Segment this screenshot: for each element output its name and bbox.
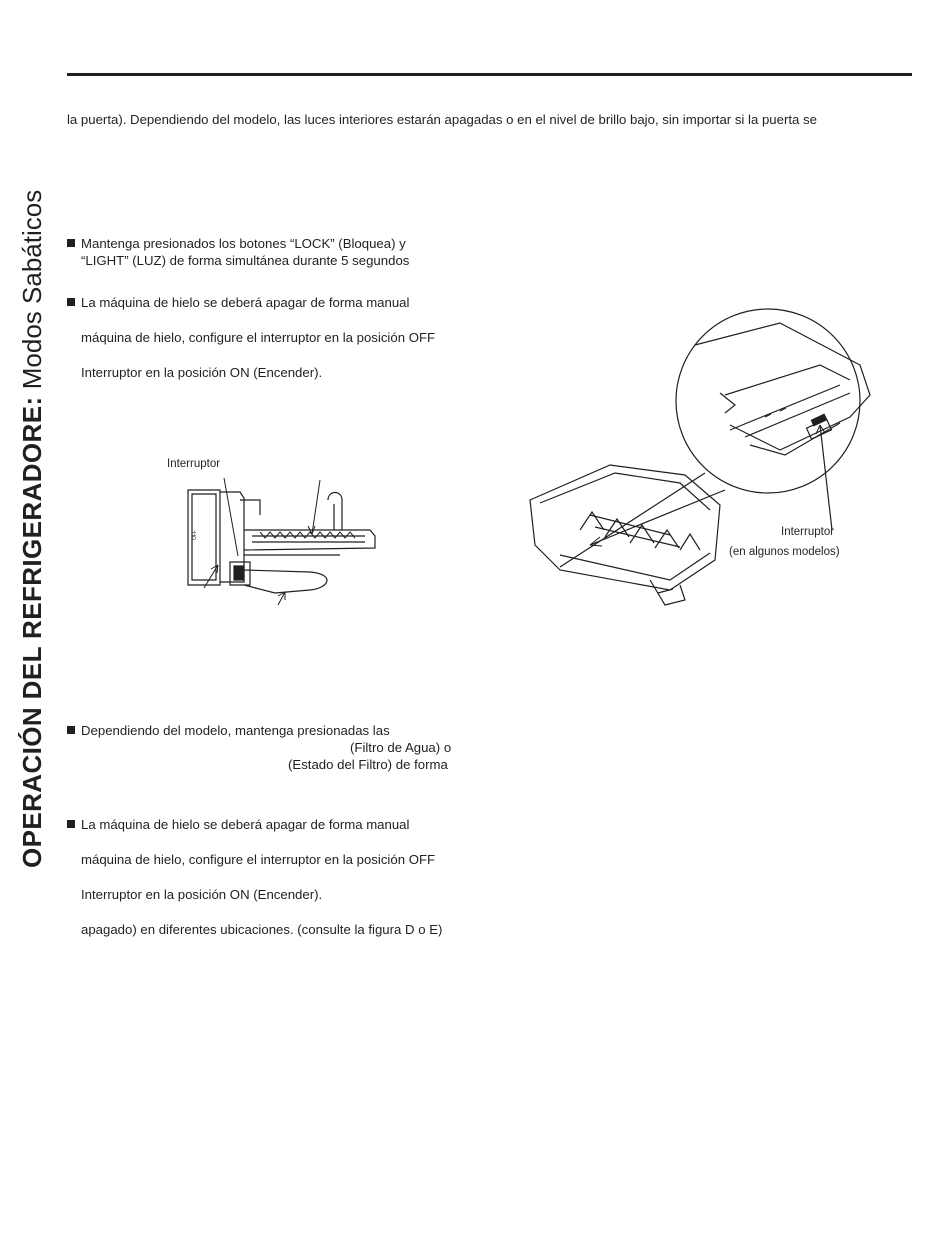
figure-right-label-line2: (en algunos modelos) — [729, 546, 840, 558]
s2-bullet2-line2: máquina de hielo, configure el interruptor en la posición OFF — [81, 852, 436, 867]
figure-right-label-line1: Interruptor — [781, 526, 835, 538]
bullet-marker — [67, 298, 75, 306]
ice-maker-illustration-right — [520, 305, 910, 625]
bullet-marker — [67, 726, 75, 734]
section-title — [10, 190, 54, 868]
s2-bullet1-line3: (Estado del Filtro) de forma — [288, 757, 448, 772]
figure-left-label: Interruptor — [167, 458, 221, 470]
s2-bullet1-line2: (Filtro de Agua) o — [350, 740, 452, 755]
section-title-subtitle: Modos Sabáticos — [17, 189, 47, 397]
s2-bullet2-line1: La máquina de hielo se deberá apagar de forma manual — [81, 817, 410, 832]
intro-paragraph: la puerta). Dependiendo del modelo, las luces interiores estarán apagadas o en el nivel de brillo bajo, sin importar si la puerta se — [67, 112, 817, 127]
bullet-marker — [67, 239, 75, 247]
s1-bullet2-line1: La máquina de hielo se deberá apagar de forma manual — [81, 295, 410, 310]
bullet-marker — [67, 820, 75, 828]
s2-bullet1-line1: Dependiendo del modelo, mantenga presionadas las — [81, 723, 390, 738]
s2-bullet2-line4: apagado) en diferentes ubicaciones. (consulte la figura D o E) — [81, 922, 443, 937]
s1-bullet1-line1: Mantenga presionados los botones “LOCK” (Bloquea) y — [81, 236, 406, 251]
s2-bullet2-line3: Interruptor en la posición ON (Encender). — [81, 887, 323, 902]
top-rule — [67, 73, 912, 76]
section-title-bold: OPERACIÓN DEL REFRIGERADORE: — [17, 396, 47, 868]
s1-bullet2-line2: máquina de hielo, configure el interruptor en la posición OFF — [81, 330, 436, 345]
ice-maker-illustration-left — [160, 470, 390, 620]
svg-text:OFF: OFF — [192, 530, 198, 540]
s1-bullet2-line3: Interruptor en la posición ON (Encender). — [81, 365, 323, 380]
s1-bullet1-line2: “LIGHT” (LUZ) de forma simultánea durante 5 segundos — [81, 253, 410, 268]
